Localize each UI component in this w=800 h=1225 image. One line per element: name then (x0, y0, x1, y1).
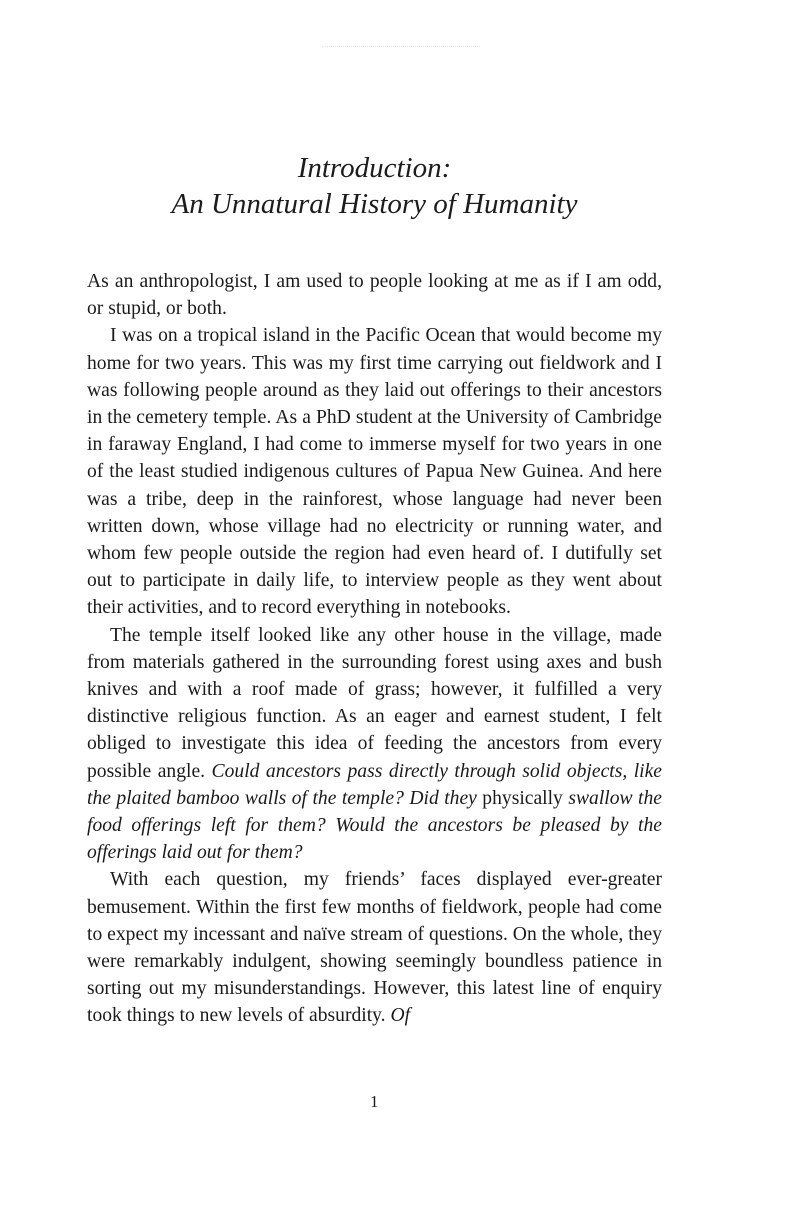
paragraph-1: As an anthropologist, I am used to people looking at me as if I am odd, or stupid, or both. (87, 271, 662, 320)
page-number: 1 (370, 1092, 379, 1111)
paragraph-3-roman-word: physically (476, 787, 569, 809)
paragraph-3-italic-questions: Could ancestors pass directly through solid objects, like the plaited bamboo walls of the temple? Did they (87, 760, 662, 809)
paragraph-3-italic-questions-2: swallow the food offerings left for them? Would the ancestors be pleased by the offerings laid out for them? (87, 787, 662, 864)
paragraph-4 (87, 866, 662, 1029)
paragraph-3 (87, 622, 662, 867)
paragraph-2: I was on a tropical island in the Pacific Ocean that would become my home for two years. This was my first time carrying out fieldwork and I was following people around as they laid out offerings to their ancestors in the cemetery temple. As a PhD student at the University of Cambridge in faraway England, I had come to immerse myself for two years in one of the least studied indigenous cultures of Papua New Guinea. And here was a tribe, deep in the rainforest, whose language had never been written down, whose village had no electricity or running water, and whom few people outside the region had even heard of. I dutifully set out to participate in daily life, to interview people as they went about their activities, and to record everything in notebooks. (87, 325, 662, 619)
paragraph-4-italic-word: Of (390, 1005, 411, 1027)
chapter-title-line-2: An Unnatural History of Humanity (171, 188, 578, 220)
chapter-title (87, 150, 662, 222)
body-text (87, 268, 662, 1030)
paragraph-3-text: The temple itself looked like any other house in the village, made from materials gathered in the surrounding forest using axes and bush knives and with a roof made of grass; however, it fulfilled a very distinctive religious function. As an eager and earnest student, I felt obliged to investigate this idea of feeding the ancestors from every possible angle. (87, 624, 662, 782)
paragraph-4-text: With each question, my friends’ faces displayed ever-greater bemusement. Within the first few months of fieldwork, people had come to expect my incessant and naïve stream of questions. On the whole, they were remarkably indulgent, showing seemingly boundless patience in sorting out my misunderstandings. However, this latest line of enquiry took things to new levels of absurdity. (87, 869, 662, 1027)
header-rule (322, 46, 480, 47)
chapter-title-line-1: Introduction: (297, 152, 452, 184)
